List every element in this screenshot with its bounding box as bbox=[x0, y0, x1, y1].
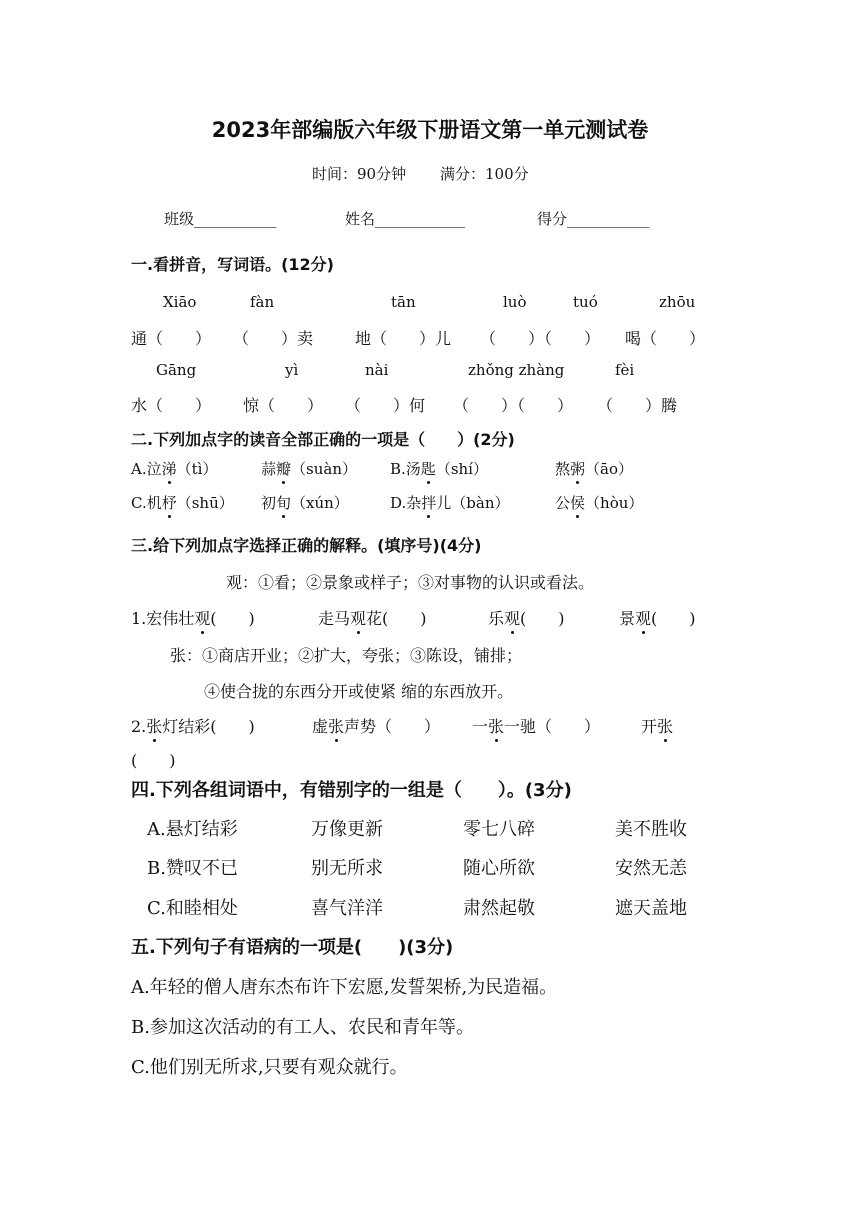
option-a-1[interactable]: A.泣涕（tì） bbox=[131, 460, 218, 478]
q1-item[interactable]: 乐观( ) bbox=[488, 606, 565, 629]
section-5-heading: 五.下列句子有语病的一项是( )(3分) bbox=[131, 937, 454, 958]
pinyin: fàn bbox=[250, 293, 275, 311]
exam-full-score: 满分：100分 bbox=[440, 165, 529, 183]
exam-time: 时间：90分钟 bbox=[312, 165, 407, 183]
word-blank[interactable]: （ ）（ ） bbox=[480, 329, 601, 348]
sentence-option-a[interactable]: A.年轻的僧人唐东杰布许下宏愿,发誓架桥,为民造福。 bbox=[131, 977, 558, 998]
option-row-b[interactable]: B.赞叹不已 bbox=[147, 858, 238, 879]
option-word: 随心所欲 bbox=[463, 858, 535, 879]
q1-item[interactable]: 景观( ) bbox=[619, 606, 696, 629]
section-2-heading: 二.下列加点字的读音全部正确的一项是（ ）(2分) bbox=[131, 430, 515, 449]
option-word: 零七八碎 bbox=[463, 819, 535, 840]
option-word: 别无所求 bbox=[311, 858, 383, 879]
word-blank[interactable]: （ ）腾 bbox=[597, 396, 678, 415]
option-word: 喜气洋洋 bbox=[311, 898, 383, 919]
zhang-definition-1: 张：①商店开业；②扩大，夸张；③陈设，铺排； bbox=[170, 646, 523, 665]
word-blank[interactable]: 喝（ ） bbox=[625, 329, 706, 348]
word-blank[interactable]: 通（ ） bbox=[131, 329, 212, 348]
section-3-heading: 三.给下列加点字选择正确的解释。(填序号)(4分) bbox=[131, 536, 482, 555]
page-title: 2023年部编版六年级下册语文第一单元测试卷 bbox=[211, 118, 649, 142]
pinyin: zhǒng zhàng bbox=[468, 361, 565, 379]
sentence-option-c[interactable]: C.他们别无所求,只要有观众就行。 bbox=[131, 1057, 408, 1078]
option-d-2[interactable]: 公侯（hòu） bbox=[555, 494, 644, 512]
option-c-1[interactable]: C.机杼（shū） bbox=[131, 494, 234, 512]
pinyin: tuó bbox=[573, 293, 598, 311]
q2-item[interactable]: 虚张声势（ ） bbox=[312, 714, 440, 737]
pinyin: tān bbox=[391, 293, 416, 311]
section-4-heading: 四.下列各组词语中，有错别字的一组是（ ）。(3分) bbox=[131, 780, 572, 801]
q1-item[interactable]: 1.宏伟壮观( ) bbox=[131, 606, 255, 629]
score-field[interactable]: 得分___________ bbox=[537, 210, 650, 228]
option-row-c[interactable]: C.和睦相处 bbox=[147, 898, 238, 919]
option-word: 遮天盖地 bbox=[615, 898, 687, 919]
option-c-2[interactable]: 初旬（xún） bbox=[261, 494, 349, 512]
word-blank[interactable]: （ ）何 bbox=[345, 396, 426, 415]
pinyin: nài bbox=[365, 361, 389, 379]
pinyin: Xiāo bbox=[163, 293, 197, 311]
zhang-definition-2: ④使合拢的东西分开或使紧 缩的东西放开。 bbox=[204, 682, 514, 701]
pinyin: zhōu bbox=[659, 293, 696, 311]
option-word: 美不胜收 bbox=[615, 819, 687, 840]
word-blank[interactable]: （ ）卖 bbox=[233, 329, 314, 348]
guan-definition: 观：①看；②景象或样子；③对事物的认识或看法。 bbox=[226, 573, 595, 592]
pinyin: luò bbox=[503, 293, 527, 311]
option-b-1[interactable]: B.汤匙（shí） bbox=[390, 460, 488, 478]
option-word: 肃然起敬 bbox=[463, 898, 535, 919]
pinyin: fèi bbox=[615, 361, 635, 379]
option-row-a[interactable]: A.悬灯结彩 bbox=[147, 819, 238, 840]
word-blank[interactable]: 地（ ）儿 bbox=[355, 329, 452, 348]
option-word: 万像更新 bbox=[311, 819, 383, 840]
name-field[interactable]: 姓名____________ bbox=[345, 210, 466, 228]
section-1-heading: 一.看拼音，写词语。(12分) bbox=[131, 255, 334, 274]
sentence-option-b[interactable]: B.参加这次活动的有工人、农民和青年等。 bbox=[131, 1017, 474, 1038]
class-field[interactable]: 班级___________ bbox=[164, 210, 277, 228]
word-blank[interactable]: 水（ ） bbox=[131, 396, 212, 415]
option-d-1[interactable]: D.杂拌儿（bàn） bbox=[390, 494, 510, 512]
option-a-2[interactable]: 蒜瓣（suàn） bbox=[261, 460, 357, 478]
option-b-2[interactable]: 熬粥（āo） bbox=[555, 460, 634, 478]
q2-item[interactable]: 2.张灯结彩( ) bbox=[131, 714, 255, 737]
word-blank[interactable]: （ ）（ ） bbox=[453, 396, 574, 415]
q2-item[interactable]: 一张一驰（ ） bbox=[472, 714, 600, 737]
word-blank[interactable]: 惊（ ） bbox=[243, 396, 324, 415]
pinyin: yì bbox=[285, 361, 299, 379]
q2-item[interactable]: 开张 bbox=[641, 714, 673, 737]
q1-item[interactable]: 走马观花( ) bbox=[318, 606, 427, 629]
pinyin: Gāng bbox=[156, 361, 197, 379]
option-word: 安然无恙 bbox=[615, 858, 687, 879]
q2-tail-blank[interactable]: ( ) bbox=[131, 751, 176, 770]
